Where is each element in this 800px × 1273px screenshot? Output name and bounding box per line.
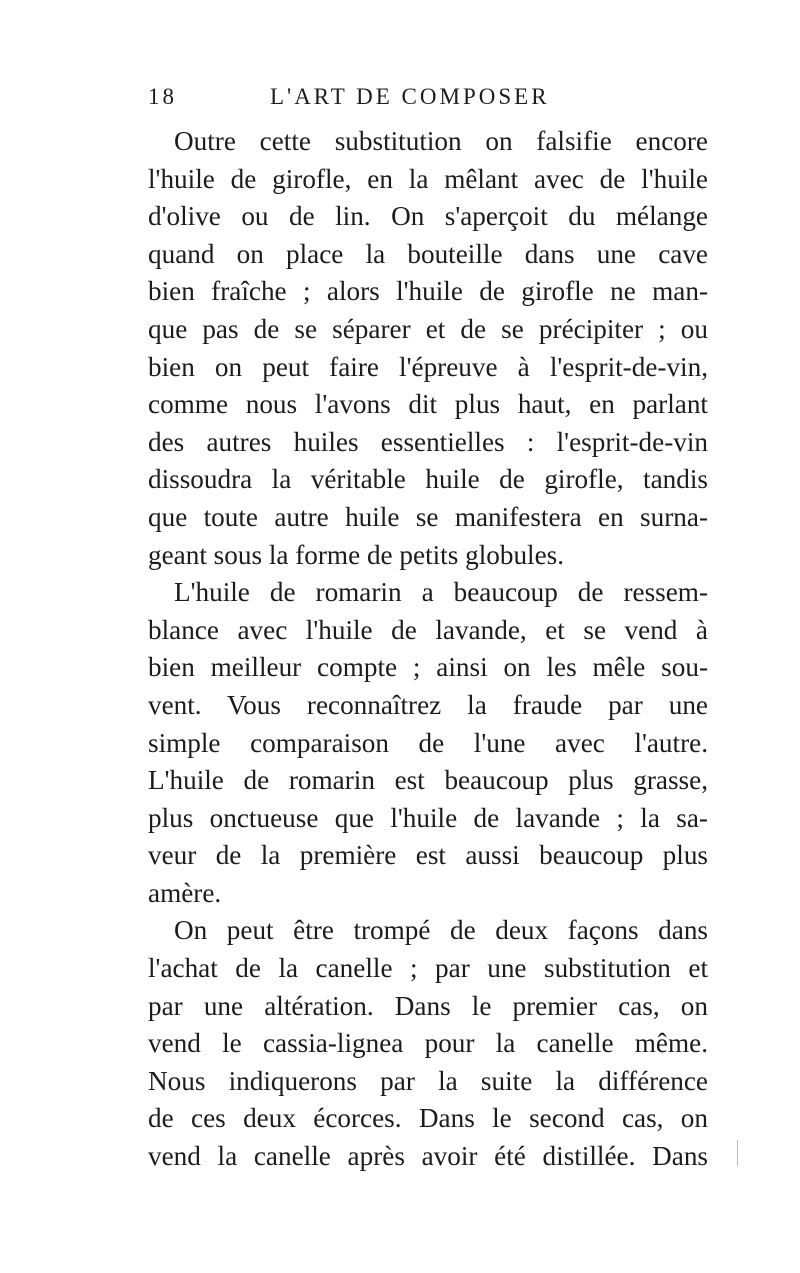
text-line: vend le cassia-lignea pour la canelle même. xyxy=(148,1028,708,1059)
text-line: amère. xyxy=(148,877,222,908)
text-line: de ces deux écorces. Dans le second cas, on xyxy=(148,1103,708,1134)
paragraph-2 xyxy=(148,574,708,912)
text-line: On peut être trompé de deux façons dans xyxy=(174,915,708,946)
text-line: Nous indiquerons par la suite la différence xyxy=(148,1065,708,1096)
text-line: vent. Vous reconnaîtrez la fraude par une xyxy=(148,689,708,720)
text-line: Outre cette substitution on falsifie encore xyxy=(174,126,708,156)
text-line: L'huile de romarin est beaucoup plus grasse, xyxy=(148,765,708,796)
text-line: par une altération. Dans le premier cas, on xyxy=(148,990,708,1021)
running-title: L'ART DE COMPOSER xyxy=(270,84,550,109)
text-line: vend la canelle après avoir été distillée. Dans xyxy=(148,1141,708,1172)
text-line: l'achat de la canelle ; par une substitution et xyxy=(148,953,708,984)
text-line: que toute autre huile se manifestera en surna- xyxy=(148,501,708,532)
body-text xyxy=(148,123,708,1176)
text-line: l'huile de girofle, en la mêlant avec de l'huile xyxy=(148,163,708,194)
text-line: plus onctueuse que l'huile de lavande ; la sa- xyxy=(148,802,708,833)
page-edge-mark xyxy=(737,1140,738,1166)
text-line: des autres huiles essentielles : l'esprit-de-vin xyxy=(148,426,708,457)
text-line: geant sous la forme de petits globules. xyxy=(148,539,565,570)
paragraph-1 xyxy=(148,123,708,574)
text-line: L'huile de romarin a beaucoup de ressem- xyxy=(174,577,708,608)
text-line: dissoudra la véritable huile de girofle, tandis xyxy=(148,464,708,495)
text-line: veur de la première est aussi beaucoup plus xyxy=(148,840,708,871)
text-line: bien fraîche ; alors l'huile de girofle ne man- xyxy=(148,276,708,307)
page-header xyxy=(148,84,588,116)
text-line: quand on place la bouteille dans une cave xyxy=(148,238,708,269)
text-line: comme nous l'avons dit plus haut, en parlant xyxy=(148,389,708,420)
text-line: que pas de se séparer et de se précipiter ; ou xyxy=(148,313,708,344)
text-line: bien on peut faire l'épreuve à l'esprit-de-vin, xyxy=(148,351,708,382)
text-line: blance avec l'huile de lavande, et se vend à xyxy=(148,614,708,645)
text-line: bien meilleur compte ; ainsi on les mêle sou- xyxy=(148,652,708,683)
text-line: simple comparaison de l'une avec l'autre. xyxy=(148,727,708,758)
text-line: d'olive ou de lin. On s'aperçoit du mélange xyxy=(148,201,708,232)
paragraph-3 xyxy=(148,912,708,1175)
page-number: 18 xyxy=(148,84,177,109)
